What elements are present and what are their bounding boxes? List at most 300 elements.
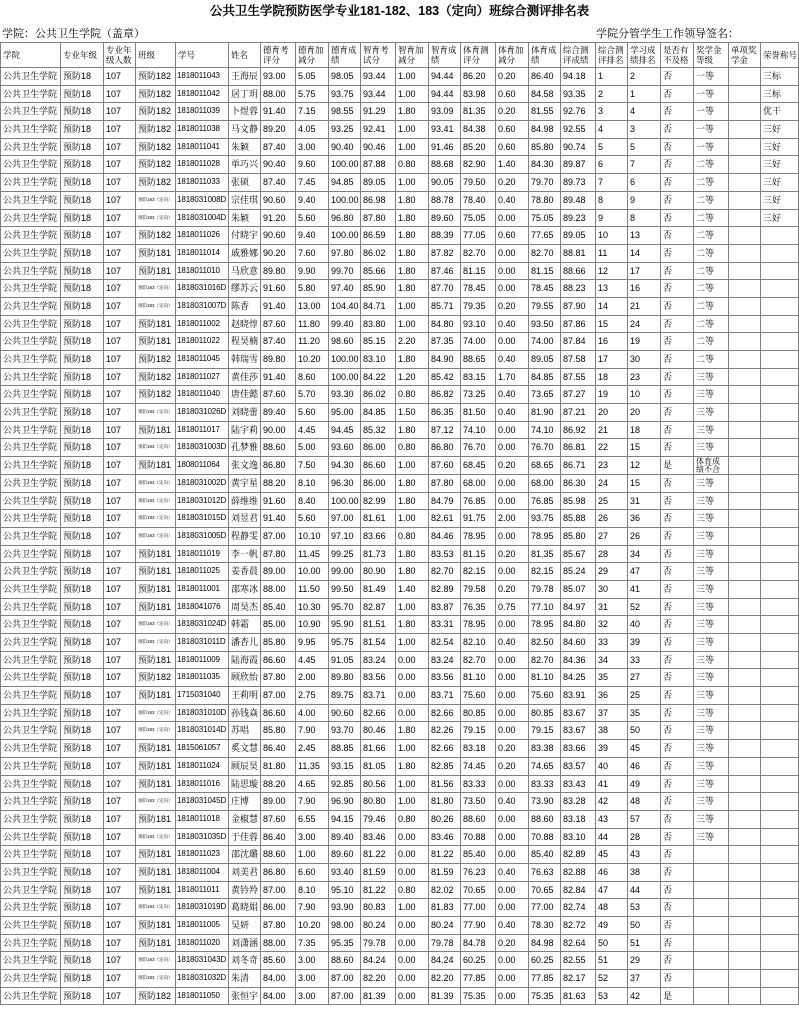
cell-pe-score: 77.90 <box>461 917 496 935</box>
cell-major-count: 107 <box>104 599 136 617</box>
cell-class: 预防183（定向） <box>136 634 176 652</box>
cell-pe-score: 74.00 <box>461 333 496 351</box>
cell-moral-score: 90.60 <box>261 192 296 210</box>
cell-intellect-bonus: 1.50 <box>396 404 429 422</box>
cell-study-rank: 17 <box>628 263 661 281</box>
cell-single-scholarship <box>729 510 761 528</box>
cell-intellect-total: 88.78 <box>429 192 461 210</box>
cell-study-rank: 45 <box>628 740 661 758</box>
cell-moral-total: 100.00 <box>329 192 361 210</box>
cell-intellect-bonus: 1.00 <box>396 634 429 652</box>
cell-single-scholarship <box>729 333 761 351</box>
cell-major-grade: 预防18 <box>61 510 104 528</box>
cell-major-count: 107 <box>104 475 136 493</box>
cell-student-id: 1818011028 <box>176 156 229 174</box>
cell-college: 公共卫生学院 <box>1 68 61 86</box>
cell-moral-bonus: 7.60 <box>296 245 329 263</box>
cell-moral-total: 89.75 <box>329 687 361 705</box>
cell-major-count: 107 <box>104 192 136 210</box>
cell-pe-bonus: 0.00 <box>496 280 529 298</box>
cell-college: 公共卫生学院 <box>1 439 61 457</box>
cell-major-grade: 预防18 <box>61 758 104 776</box>
cell-intellect-score: 81.49 <box>361 581 396 599</box>
cell-pe-total: 82.15 <box>529 563 561 581</box>
cell-name: 赵晓惇 <box>229 316 261 334</box>
cell-pe-score: 76.35 <box>461 599 496 617</box>
cell-student-id: 1818011038 <box>176 121 229 139</box>
cell-moral-bonus: 3.00 <box>296 970 329 988</box>
cell-moral-bonus: 5.80 <box>296 280 329 298</box>
cell-name: 缪苏云 <box>229 280 261 298</box>
cell-major-grade: 预防18 <box>61 846 104 864</box>
cell-major-count: 107 <box>104 439 136 457</box>
cell-moral-total: 97.10 <box>329 528 361 546</box>
cell-name: 黄钤羚 <box>229 882 261 900</box>
cell-has-failed: 否 <box>661 475 694 493</box>
header-major-grade: 专业年级 <box>61 43 104 68</box>
cell-overall-rank: 7 <box>596 174 628 192</box>
cell-pe-total: 73.65 <box>529 386 561 404</box>
cell-scholarship-level: 三等 <box>694 793 729 811</box>
cell-scholarship-level <box>694 970 729 988</box>
cell-student-id: 1818011016 <box>176 776 229 794</box>
cell-pe-score: 91.75 <box>461 510 496 528</box>
cell-honor-title: 三好 <box>761 156 799 174</box>
cell-has-failed: 否 <box>661 882 694 900</box>
cell-moral-total: 99.00 <box>329 563 361 581</box>
cell-honor-title <box>761 457 799 475</box>
cell-single-scholarship <box>729 192 761 210</box>
cell-has-failed: 否 <box>661 439 694 457</box>
cell-college: 公共卫生学院 <box>1 333 61 351</box>
cell-major-count: 107 <box>104 740 136 758</box>
cell-study-rank: 39 <box>628 634 661 652</box>
cell-overall-score: 85.24 <box>561 563 596 581</box>
cell-pe-total: 81.55 <box>529 103 561 121</box>
cell-study-rank: 34 <box>628 546 661 564</box>
cell-moral-total: 100.00 <box>329 493 361 511</box>
cell-intellect-bonus: 1.80 <box>396 722 429 740</box>
cell-moral-score: 86.40 <box>261 740 296 758</box>
cell-major-count: 107 <box>104 280 136 298</box>
cell-intellect-bonus: 1.80 <box>396 493 429 511</box>
cell-pe-bonus: 0.20 <box>496 758 529 776</box>
cell-honor-title <box>761 970 799 988</box>
cell-has-failed: 否 <box>661 952 694 970</box>
cell-name: 庄博 <box>229 793 261 811</box>
header-pe-score: 体育测评分 <box>461 43 496 68</box>
cell-has-failed: 否 <box>661 316 694 334</box>
cell-college: 公共卫生学院 <box>1 351 61 369</box>
cell-intellect-total: 90.05 <box>429 174 461 192</box>
cell-honor-title <box>761 846 799 864</box>
cell-single-scholarship <box>729 917 761 935</box>
cell-major-grade: 预防18 <box>61 386 104 404</box>
cell-pe-total: 70.65 <box>529 882 561 900</box>
cell-pe-score: 70.65 <box>461 882 496 900</box>
cell-scholarship-level: 三等 <box>694 386 729 404</box>
header-intellect-total: 智育成绩 <box>429 43 461 68</box>
cell-honor-title: 三标 <box>761 86 799 104</box>
cell-major-grade: 预防18 <box>61 740 104 758</box>
cell-college: 公共卫生学院 <box>1 86 61 104</box>
cell-overall-rank: 19 <box>596 386 628 404</box>
cell-scholarship-level: 三等 <box>694 493 729 511</box>
cell-name: 陈香 <box>229 298 261 316</box>
cell-study-rank: 27 <box>628 669 661 687</box>
cell-name: 付晓宇 <box>229 227 261 245</box>
cell-intellect-total: 87.80 <box>429 475 461 493</box>
cell-name: 刘潇涵 <box>229 935 261 953</box>
cell-college: 公共卫生学院 <box>1 563 61 581</box>
cell-has-failed: 否 <box>661 899 694 917</box>
cell-single-scholarship <box>729 687 761 705</box>
cell-pe-score: 81.15 <box>461 263 496 281</box>
cell-name: 韩霜 <box>229 616 261 634</box>
cell-overall-score: 84.97 <box>561 599 596 617</box>
cell-has-failed: 否 <box>661 245 694 263</box>
cell-intellect-bonus: 1.20 <box>396 369 429 387</box>
cell-pe-bonus: 0.00 <box>496 952 529 970</box>
cell-moral-score: 88.00 <box>261 86 296 104</box>
cell-single-scholarship <box>729 882 761 900</box>
cell-pe-score: 82.15 <box>461 563 496 581</box>
cell-intellect-score: 81.51 <box>361 616 396 634</box>
cell-student-id: 1818011009 <box>176 652 229 670</box>
cell-single-scholarship <box>729 776 761 794</box>
cell-pe-total: 75.60 <box>529 687 561 705</box>
cell-pe-bonus: 0.00 <box>496 776 529 794</box>
cell-has-failed: 否 <box>661 722 694 740</box>
cell-scholarship-level: 三等 <box>694 722 729 740</box>
cell-pe-score: 85.40 <box>461 846 496 864</box>
cell-intellect-total: 84.24 <box>429 952 461 970</box>
cell-scholarship-level: 三等 <box>694 439 729 457</box>
cell-pe-bonus: 0.00 <box>496 970 529 988</box>
cell-moral-score: 87.40 <box>261 139 296 157</box>
cell-student-id: 1818011020 <box>176 935 229 953</box>
cell-intellect-total: 84.80 <box>429 316 461 334</box>
cell-student-id: 1818011004 <box>176 864 229 882</box>
cell-pe-bonus: 0.00 <box>496 210 529 228</box>
cell-honor-title <box>761 740 799 758</box>
cell-study-rank: 53 <box>628 899 661 917</box>
cell-intellect-score: 86.60 <box>361 457 396 475</box>
cell-overall-rank: 16 <box>596 333 628 351</box>
cell-moral-total: 95.10 <box>329 882 361 900</box>
cell-college: 公共卫生学院 <box>1 846 61 864</box>
cell-single-scholarship <box>729 634 761 652</box>
cell-moral-bonus: 3.00 <box>296 988 329 1006</box>
cell-scholarship-level: 二等 <box>694 263 729 281</box>
cell-has-failed: 否 <box>661 652 694 670</box>
cell-major-count: 107 <box>104 316 136 334</box>
cell-overall-rank: 22 <box>596 439 628 457</box>
cell-pe-score: 83.33 <box>461 776 496 794</box>
cell-moral-total: 98.60 <box>329 333 361 351</box>
cell-moral-score: 86.80 <box>261 457 296 475</box>
cell-major-count: 107 <box>104 457 136 475</box>
cell-overall-rank: 27 <box>596 528 628 546</box>
cell-overall-rank: 32 <box>596 616 628 634</box>
cell-pe-score: 83.18 <box>461 740 496 758</box>
cell-study-rank: 52 <box>628 599 661 617</box>
cell-name: 朱颖 <box>229 139 261 157</box>
cell-major-count: 107 <box>104 493 136 511</box>
cell-college: 公共卫生学院 <box>1 811 61 829</box>
cell-overall-rank: 3 <box>596 103 628 121</box>
cell-major-count: 107 <box>104 829 136 847</box>
cell-student-id: 1818031004D <box>176 210 229 228</box>
cell-scholarship-level <box>694 988 729 1006</box>
cell-intellect-bonus: 0.80 <box>396 882 429 900</box>
cell-moral-total: 93.75 <box>329 86 361 104</box>
cell-intellect-total: 80.24 <box>429 917 461 935</box>
cell-pe-total: 83.38 <box>529 740 561 758</box>
cell-overall-score: 94.18 <box>561 68 596 86</box>
cell-student-id: 1818031024D <box>176 616 229 634</box>
cell-pe-bonus: 0.40 <box>496 386 529 404</box>
cell-overall-rank: 38 <box>596 722 628 740</box>
cell-intellect-score: 83.56 <box>361 669 396 687</box>
cell-has-failed: 否 <box>661 263 694 281</box>
cell-class: 预防182 <box>136 669 176 687</box>
cell-single-scholarship <box>729 280 761 298</box>
cell-name: 潘杏儿 <box>229 634 261 652</box>
cell-college: 公共卫生学院 <box>1 457 61 475</box>
cell-intellect-score: 93.44 <box>361 86 396 104</box>
cell-single-scholarship <box>729 245 761 263</box>
cell-intellect-total: 84.79 <box>429 493 461 511</box>
cell-student-id: 1818011043 <box>176 68 229 86</box>
cell-moral-total: 99.50 <box>329 581 361 599</box>
cell-major-grade: 预防18 <box>61 404 104 422</box>
cell-pe-bonus: 0.00 <box>496 439 529 457</box>
cell-honor-title <box>761 776 799 794</box>
cell-class: 预防182 <box>136 386 176 404</box>
cell-intellect-total: 79.78 <box>429 935 461 953</box>
cell-pe-total: 81.90 <box>529 404 561 422</box>
cell-pe-total: 81.35 <box>529 546 561 564</box>
cell-intellect-total: 82.66 <box>429 740 461 758</box>
cell-college: 公共卫生学院 <box>1 988 61 1006</box>
cell-study-rank: 10 <box>628 386 661 404</box>
cell-overall-score: 87.58 <box>561 351 596 369</box>
cell-moral-bonus: 13.00 <box>296 298 329 316</box>
cell-intellect-total: 94.44 <box>429 68 461 86</box>
cell-single-scholarship <box>729 139 761 157</box>
cell-scholarship-level: 三等 <box>694 829 729 847</box>
cell-college: 公共卫生学院 <box>1 316 61 334</box>
cell-major-grade: 预防18 <box>61 811 104 829</box>
cell-college: 公共卫生学院 <box>1 528 61 546</box>
cell-pe-total: 93.50 <box>529 316 561 334</box>
cell-has-failed: 是 <box>661 988 694 1006</box>
cell-intellect-bonus: 0.00 <box>396 952 429 970</box>
cell-pe-bonus: 0.00 <box>496 705 529 723</box>
cell-honor-title <box>761 652 799 670</box>
cell-scholarship-level: 二等 <box>694 245 729 263</box>
cell-honor-title <box>761 758 799 776</box>
cell-intellect-score: 83.24 <box>361 652 396 670</box>
cell-student-id: 1818011033 <box>176 174 229 192</box>
cell-has-failed: 否 <box>661 156 694 174</box>
cell-student-id: 1818011045 <box>176 351 229 369</box>
cell-student-id: 1818011025 <box>176 563 229 581</box>
cell-moral-total: 96.30 <box>329 475 361 493</box>
cell-overall-score: 82.55 <box>561 952 596 970</box>
cell-name: 陆宇莉 <box>229 422 261 440</box>
cell-major-count: 107 <box>104 174 136 192</box>
cell-study-rank: 33 <box>628 652 661 670</box>
cell-scholarship-level: 三等 <box>694 758 729 776</box>
cell-college: 公共卫生学院 <box>1 546 61 564</box>
cell-study-rank: 38 <box>628 864 661 882</box>
cell-moral-total: 88.85 <box>329 740 361 758</box>
cell-study-rank: 2 <box>628 68 661 86</box>
cell-overall-score: 83.67 <box>561 705 596 723</box>
cell-pe-total: 77.85 <box>529 970 561 988</box>
cell-moral-bonus: 3.00 <box>296 829 329 847</box>
cell-pe-score: 81.15 <box>461 546 496 564</box>
cell-intellect-bonus: 0.00 <box>396 687 429 705</box>
cell-major-grade: 预防18 <box>61 316 104 334</box>
cell-name: 苏唱 <box>229 722 261 740</box>
cell-single-scholarship <box>729 156 761 174</box>
cell-scholarship-level: 二等 <box>694 298 729 316</box>
cell-intellect-bonus: 1.00 <box>396 139 429 157</box>
cell-overall-rank: 4 <box>596 121 628 139</box>
header-overall-score: 综合测评成绩 <box>561 43 596 68</box>
cell-pe-bonus: 0.60 <box>496 121 529 139</box>
cell-student-id: 1818031007D <box>176 298 229 316</box>
cell-pe-score: 74.10 <box>461 422 496 440</box>
cell-intellect-score: 82.20 <box>361 970 396 988</box>
cell-college: 公共卫生学院 <box>1 829 61 847</box>
cell-overall-rank: 33 <box>596 634 628 652</box>
cell-overall-score: 85.07 <box>561 581 596 599</box>
cell-name: 唐佳懿 <box>229 386 261 404</box>
cell-college: 公共卫生学院 <box>1 758 61 776</box>
cell-intellect-total: 87.46 <box>429 263 461 281</box>
cell-honor-title <box>761 263 799 281</box>
cell-intellect-bonus: 1.00 <box>396 899 429 917</box>
cell-moral-bonus: 7.35 <box>296 935 329 953</box>
cell-intellect-score: 86.59 <box>361 227 396 245</box>
cell-student-id: 1818031002D <box>176 475 229 493</box>
cell-scholarship-level: 三等 <box>694 510 729 528</box>
cell-pe-bonus: 0.00 <box>496 882 529 900</box>
cell-overall-score: 90.74 <box>561 139 596 157</box>
cell-overall-rank: 6 <box>596 156 628 174</box>
cell-intellect-total: 86.80 <box>429 439 461 457</box>
cell-honor-title <box>761 616 799 634</box>
cell-overall-score: 92.76 <box>561 103 596 121</box>
cell-pe-bonus: 0.00 <box>496 687 529 705</box>
cell-study-rank: 13 <box>628 227 661 245</box>
cell-major-grade: 预防18 <box>61 298 104 316</box>
cell-college: 公共卫生学院 <box>1 669 61 687</box>
cell-moral-score: 85.60 <box>261 952 296 970</box>
cell-major-grade: 预防18 <box>61 422 104 440</box>
cell-scholarship-level: 二等 <box>694 210 729 228</box>
cell-pe-bonus: 0.20 <box>496 935 529 953</box>
cell-moral-bonus: 2.45 <box>296 740 329 758</box>
cell-moral-bonus: 5.05 <box>296 68 329 86</box>
cell-name: 戚雅娜 <box>229 245 261 263</box>
cell-overall-rank: 17 <box>596 351 628 369</box>
cell-overall-score: 83.28 <box>561 793 596 811</box>
cell-scholarship-level: 二等 <box>694 351 729 369</box>
cell-major-grade: 预防18 <box>61 210 104 228</box>
cell-moral-total: 89.60 <box>329 846 361 864</box>
cell-pe-score: 79.58 <box>461 581 496 599</box>
cell-pe-score: 78.40 <box>461 192 496 210</box>
cell-single-scholarship <box>729 758 761 776</box>
cell-honor-title <box>761 952 799 970</box>
cell-moral-score: 87.40 <box>261 174 296 192</box>
cell-class: 预防182 <box>136 988 176 1006</box>
cell-pe-bonus: 0.00 <box>496 263 529 281</box>
cell-pe-bonus: 0.40 <box>496 192 529 210</box>
cell-has-failed: 否 <box>661 351 694 369</box>
cell-moral-bonus: 9.60 <box>296 156 329 174</box>
cell-intellect-score: 84.71 <box>361 298 396 316</box>
cell-has-failed: 否 <box>661 298 694 316</box>
cell-moral-bonus: 5.60 <box>296 510 329 528</box>
cell-name: 王莉明 <box>229 687 261 705</box>
cell-pe-score: 73.50 <box>461 793 496 811</box>
cell-has-failed: 否 <box>661 687 694 705</box>
cell-single-scholarship <box>729 103 761 121</box>
cell-single-scholarship <box>729 404 761 422</box>
cell-major-count: 107 <box>104 351 136 369</box>
cell-single-scholarship <box>729 935 761 953</box>
cell-intellect-total: 81.59 <box>429 864 461 882</box>
cell-moral-bonus: 1.00 <box>296 846 329 864</box>
cell-intellect-total: 94.44 <box>429 86 461 104</box>
cell-has-failed: 否 <box>661 369 694 387</box>
cell-name: 黄宇星 <box>229 475 261 493</box>
cell-honor-title: 优干 <box>761 103 799 121</box>
cell-pe-score: 86.20 <box>461 68 496 86</box>
cell-moral-total: 94.30 <box>329 457 361 475</box>
cell-class: 预防183（定向） <box>136 899 176 917</box>
cell-pe-bonus: 0.20 <box>496 103 529 121</box>
cell-moral-score: 93.00 <box>261 68 296 86</box>
cell-moral-total: 89.40 <box>329 829 361 847</box>
cell-pe-bonus: 0.00 <box>496 333 529 351</box>
cell-moral-score: 87.80 <box>261 917 296 935</box>
cell-moral-score: 87.60 <box>261 316 296 334</box>
cell-student-id: 1818031012D <box>176 493 229 511</box>
cell-class: 预防183（定向） <box>136 705 176 723</box>
cell-scholarship-level: 三等 <box>694 528 729 546</box>
cell-pe-bonus: 0.00 <box>496 245 529 263</box>
cell-pe-bonus: 0.20 <box>496 581 529 599</box>
cell-overall-score: 88.66 <box>561 263 596 281</box>
cell-honor-title: 三好 <box>761 121 799 139</box>
cell-moral-score: 91.40 <box>261 369 296 387</box>
cell-pe-total: 85.40 <box>529 846 561 864</box>
cell-overall-rank: 44 <box>596 829 628 847</box>
cell-major-count: 107 <box>104 563 136 581</box>
cell-student-id: 1818031026D <box>176 404 229 422</box>
cell-intellect-bonus: 1.00 <box>396 776 429 794</box>
cell-pe-bonus: 0.00 <box>496 616 529 634</box>
cell-intellect-score: 83.10 <box>361 351 396 369</box>
cell-pe-bonus: 0.00 <box>496 528 529 546</box>
